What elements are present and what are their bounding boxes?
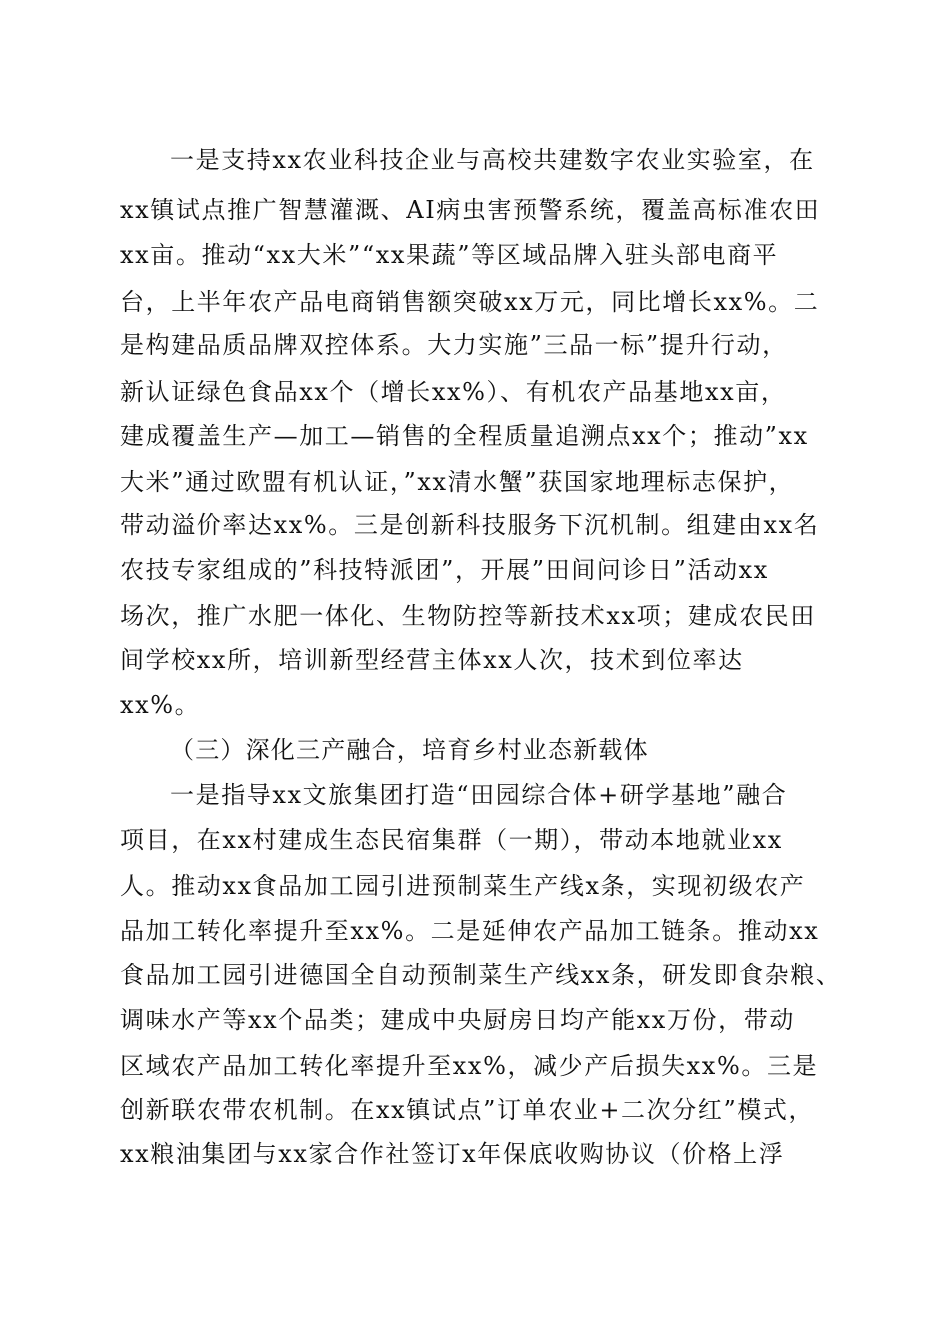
paragraph-line: 人。推动xx食品加工园引进预制菜生产线x条，实现初级农产 <box>120 872 806 900</box>
paragraph-line: xx%。 <box>120 691 201 719</box>
paragraph-line: 带动溢价率达xx%。三是创新科技服务下沉机制。组建由xx名 <box>120 511 820 539</box>
paragraph-line: 创新联农带农机制。在xx镇试点”订单农业+二次分红”模式， <box>120 1096 815 1124</box>
paragraph-line: 一是支持xx农业科技企业与高校共建数字农业实验室，在 <box>170 146 815 174</box>
paragraph-line: 一是指导xx文旅集团打造“田园综合体+研学基地”融合 <box>170 781 788 809</box>
paragraph-line: 建成覆盖生产—加工—销售的全程质量追溯点xx个；推动”xx <box>120 422 809 450</box>
paragraph-line: xx镇试点推广智慧灌溉、AI病虫害预警系统，覆盖高标准农田 <box>120 196 821 224</box>
paragraph-line: 场次，推广水肥一体化、生物防控等新技术xx项；建成农民田 <box>120 602 816 630</box>
paragraph-line: 农技专家组成的”科技特派团”，开展”田间问诊日”活动xx <box>120 556 769 584</box>
paragraph-line: 食品加工园引进德国全自动预制菜生产线xx条，研发即食杂粮、 <box>120 961 842 989</box>
paragraph-line: xx粮油集团与xx家合作社签订x年保底收购协议（价格上浮 <box>120 1140 785 1168</box>
paragraph-line: 台，上半年农产品电商销售额突破xx万元，同比增长xx%。二 <box>120 288 820 316</box>
section-heading: （三）深化三产融合，培育乡村业态新载体 <box>170 736 649 764</box>
paragraph-line: 是构建品质品牌双控体系。大力实施”三品一标”提升行动， <box>120 331 788 359</box>
paragraph-line: 项目，在xx村建成生态民宿集群（一期），带动本地就业xx <box>120 826 783 854</box>
paragraph-line: 调味水产等xx个品类；建成中央厨房日均产能xx万份，带动 <box>120 1006 795 1034</box>
paragraph-line: xx亩。推动“xx大米”“xx果蔬”等区域品牌入驻头部电商平 <box>120 241 779 269</box>
paragraph-line: 大米”通过欧盟有机认证，”xx清水蟹”获国家地理标志保护， <box>120 468 795 496</box>
paragraph-line: 新认证绿色食品xx个（增长xx%）、有机农产品基地xx亩， <box>120 378 787 406</box>
paragraph-line: 区域农产品加工转化率提升至xx%，减少产后损失xx%。三是 <box>120 1052 819 1080</box>
paragraph-line: 品加工转化率提升至xx%。二是延伸农产品加工链条。推动xx <box>120 917 820 945</box>
paragraph-line: 间学校xx所，培训新型经营主体xx人次，技术到位率达 <box>120 646 744 674</box>
